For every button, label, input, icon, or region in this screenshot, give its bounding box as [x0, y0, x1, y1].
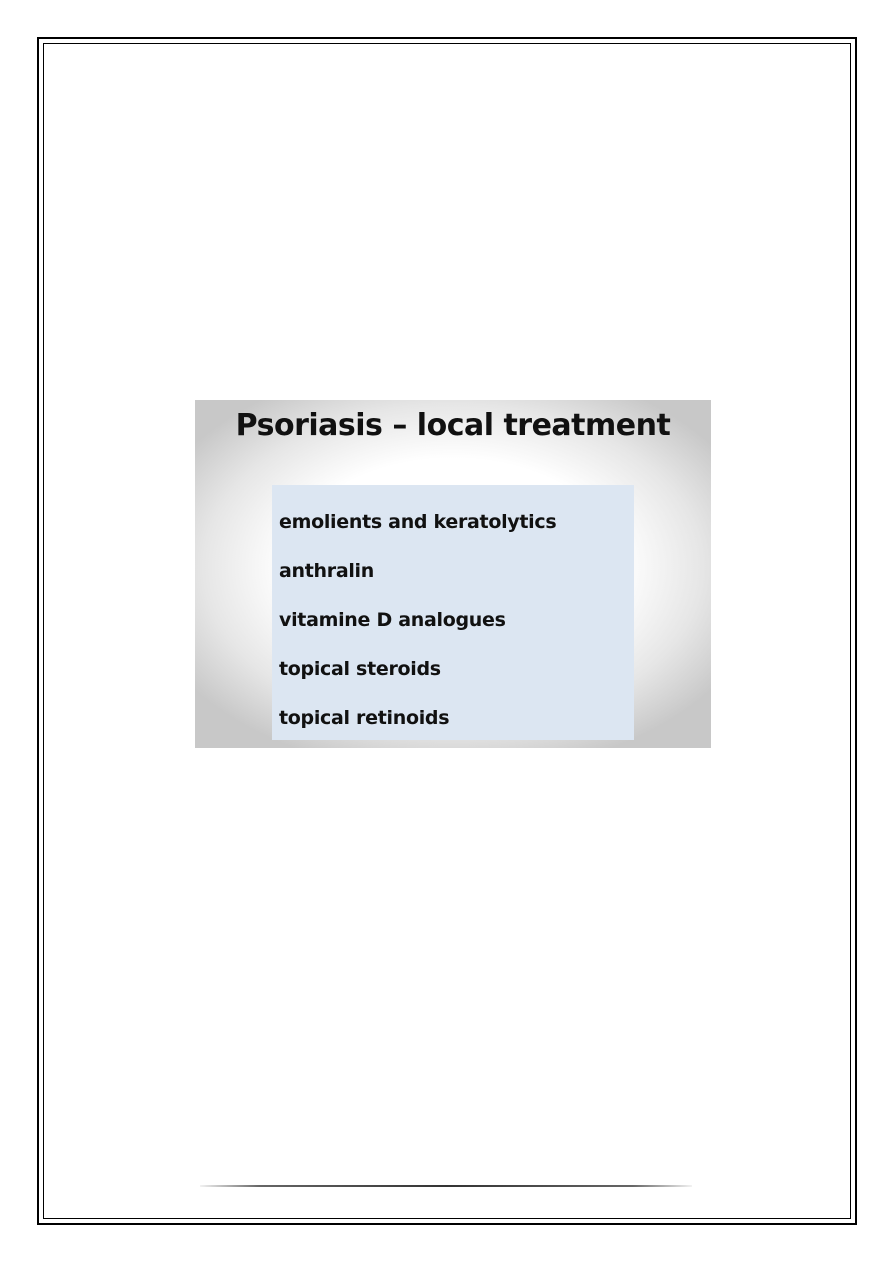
list-item: topical retinoids: [279, 707, 450, 729]
list-item: topical steroids: [279, 658, 441, 680]
list-item: anthralin: [279, 560, 374, 582]
treatment-list: [272, 485, 634, 740]
slide-title: Psoriasis – local treatment: [235, 408, 671, 443]
list-item: emolients and keratolytics: [279, 511, 557, 533]
list-item: vitamine D analogues: [279, 609, 506, 631]
slide-image: [195, 400, 711, 748]
footer-divider: [200, 1185, 692, 1187]
